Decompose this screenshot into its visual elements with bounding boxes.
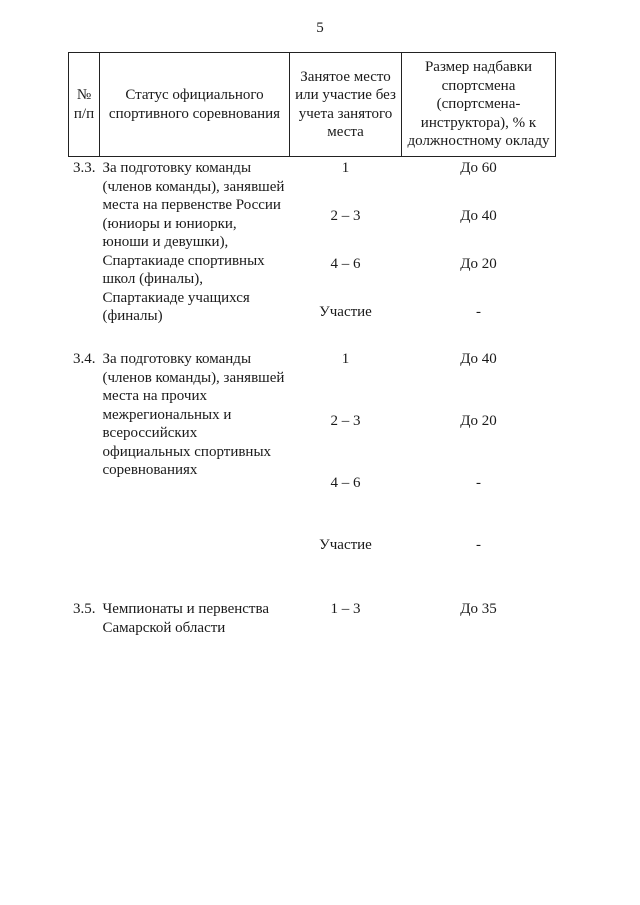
place-value: 2 – 3 xyxy=(330,413,361,429)
status-line: (финалы) xyxy=(102,308,163,324)
row-status xyxy=(100,350,290,600)
bonus-value: До 60 xyxy=(460,160,497,176)
place-value: 4 – 6 xyxy=(330,256,361,272)
row-bonuses xyxy=(402,157,556,351)
row-bonuses xyxy=(402,350,556,600)
bonus-value: - xyxy=(476,537,481,553)
row-bonuses xyxy=(402,600,556,660)
table-row xyxy=(69,157,556,351)
row-status xyxy=(100,600,290,660)
header-bonus-line: спортсмена xyxy=(441,77,516,94)
table-header-row xyxy=(69,53,556,157)
status-line: официальных спортивных xyxy=(102,443,272,460)
row-number: 3.3. xyxy=(73,160,96,176)
bonus-value: - xyxy=(476,475,481,491)
bonus-value: До 40 xyxy=(460,208,497,224)
header-bonus xyxy=(402,53,556,157)
header-place-line: учета занятого xyxy=(298,105,393,122)
bonus-value: До 35 xyxy=(460,601,497,617)
place-value: Участие xyxy=(319,537,372,553)
place-value: 1 xyxy=(341,160,350,176)
table-row xyxy=(69,600,556,660)
status-line: За подготовку команды xyxy=(102,351,252,367)
row-number: 3.4. xyxy=(73,351,96,367)
bonus-value: До 20 xyxy=(460,256,497,272)
header-bonus-line: должностному окладу xyxy=(407,133,550,150)
status-line: места на первенстве России xyxy=(102,197,281,213)
place-value: 2 – 3 xyxy=(330,208,361,224)
bonus-value: До 20 xyxy=(460,413,497,429)
header-place-line: Занятое место xyxy=(300,68,391,85)
status-line: соревнованиях xyxy=(102,462,198,478)
status-line: (юниоры и юниорки, xyxy=(102,215,237,232)
status-line: (членов команды), занявшей xyxy=(102,178,285,195)
place-value: 4 – 6 xyxy=(330,475,361,491)
header-num-line: № xyxy=(76,87,92,103)
bonus-table xyxy=(68,52,556,660)
header-place-line: или участие без xyxy=(295,87,396,103)
status-line: За подготовку команды xyxy=(102,160,252,176)
table-row xyxy=(69,350,556,600)
header-bonus-line: (спортсмена- xyxy=(436,96,521,113)
header-status xyxy=(100,53,290,157)
status-line: межрегиональных и xyxy=(102,406,232,423)
status-line: Спартакиаде учащихся xyxy=(102,289,250,306)
row-number: 3.5. xyxy=(73,601,96,617)
status-line: Чемпионаты и первенства xyxy=(102,601,270,617)
place-value: 1 xyxy=(341,351,350,367)
header-num-line: п/п xyxy=(73,105,95,122)
status-line: Спартакиаде спортивных xyxy=(102,252,265,269)
row-status xyxy=(100,157,290,351)
status-line: школ (финалы), xyxy=(102,271,203,287)
bonus-value: - xyxy=(476,304,481,320)
header-bonus-line: инструктора), % к xyxy=(420,114,537,131)
header-place xyxy=(290,53,402,157)
bonus-value: До 40 xyxy=(460,351,497,367)
header-bonus-line: Размер надбавки xyxy=(424,59,533,76)
page-number: 5 xyxy=(316,20,324,36)
row-places xyxy=(290,157,402,351)
header-status-line: спортивного соревнования xyxy=(108,105,281,122)
place-value: Участие xyxy=(319,304,372,320)
header-num xyxy=(69,53,100,157)
place-value: 1 – 3 xyxy=(330,601,361,617)
row-places xyxy=(290,600,402,660)
status-line: (членов команды), занявшей xyxy=(102,369,285,386)
status-line: Самарской области xyxy=(102,619,226,636)
status-line: юноши и девушки), xyxy=(102,234,229,250)
status-line: всероссийских xyxy=(102,425,198,441)
header-place-line: места xyxy=(327,124,364,140)
header-status-line: Статус официального xyxy=(125,87,264,103)
status-line: места на прочих xyxy=(102,388,207,404)
row-places xyxy=(290,350,402,600)
